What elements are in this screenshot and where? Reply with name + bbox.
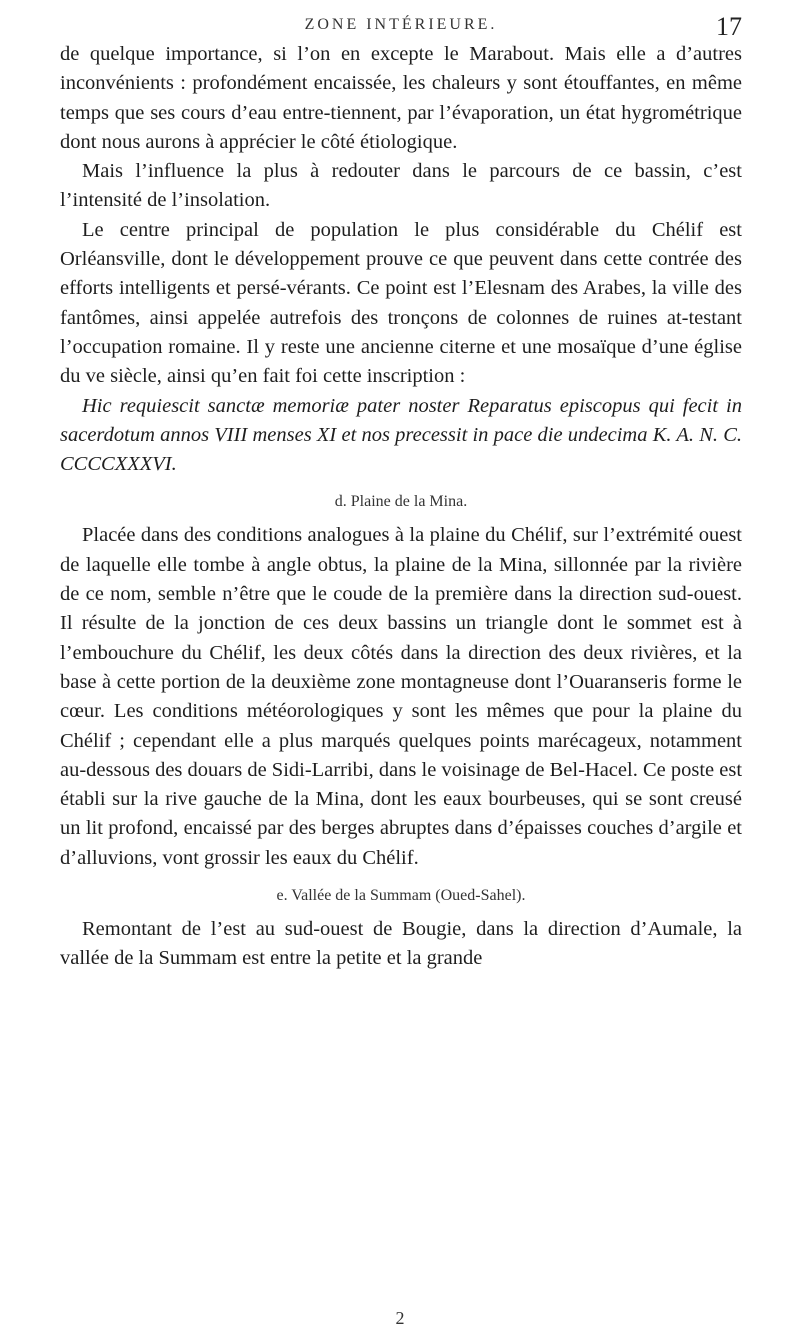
paragraph-continued: de quelque importance, si l’on en excepte le Marabout. Mais elle a d’autres inconvénients : profondément encaissée, les chaleurs y sont étouffantes, en même temps que ses cours d’eau entre-tiennent, par l’évaporation, un état hygrométrique dont nous aurons à apprécier le côté étiologique. [60,43,742,153]
signature-mark: 2 [395,1308,405,1328]
section-heading-mina: d. Plaine de la Mina. [334,493,468,511]
paragraph-insolation: Mais l’influence la plus à redouter dans le parcours de ce bassin, c’est l’intensité de l’insolation. [60,160,742,212]
paragraph-summam: Remontant de l’est au sud-ouest de Bougie, dans la direction d’Aumale, la vallée de la Summam est entre la petite et la grande [60,918,742,970]
page-number: 17 [716,12,742,41]
paragraph-orleansville: Le centre principal de population le plus considérable du Chélif est Orléansville, dont le développement prouve ce que peuvent dans cette contrée des efforts intelligents et persé-vérants. Ce point est l’Elesnam des Arabes, la ville des fantômes, ainsi appelée autrefois des tronçons de colonnes de ruines at-testant l’occupation romaine. Il y reste une ancienne citerne et une mosaïque d’une église du ve siècle, ainsi qu’en fait foi cette inscription : [60,218,742,388]
paragraph-mina: Placée dans des conditions analogues à la plaine du Chélif, sur l’extrémité ouest de laquelle elle tombe à angle obtus, la plaine de la Mina, sillonnée par la rivière de ce nom, semble n’être que le coude de la première dans la direction sud-ouest. Il résulte de la jonction de ces deux bassins un triangle dont le sommet est à l’embouchure du Chélif, les deux côtés dans la direction des deux rivières, et la base à cette portion de la deuxième zone montagneuse dont l’Ouaranseris forme le cœur. Les conditions météorologiques y sont les mêmes que pour la plaine du Chélif ; cependant elle a plus marqués quelques points marécageux, notamment au-dessous des douars de Sidi-Larribi, dans le voisinage de Bel-Hacel. Ce poste est établi sur la rive gauche de la Mina, dont les eaux bourbeuses, qui se sont creusé un lit profond, encaissé par des berges abruptes dans d’épaisses couches d’argile et d’alluvions, vont grossir les eaux du Chélif. [60,524,743,869]
running-head: ZONE INTÉRIEURE. [304,16,498,33]
page-header [60,14,742,40]
section-heading-summam: e. Vallée de la Summam (Oued-Sahel). [276,887,526,905]
latin-inscription: Hic requiescit sanctæ memoriæ pater noster Reparatus episcopus qui fecit in sacerdotum annos VIII menses XI et nos precessit in pace die undecima K. A. N. C. CCCCXXXVI. [60,394,742,476]
